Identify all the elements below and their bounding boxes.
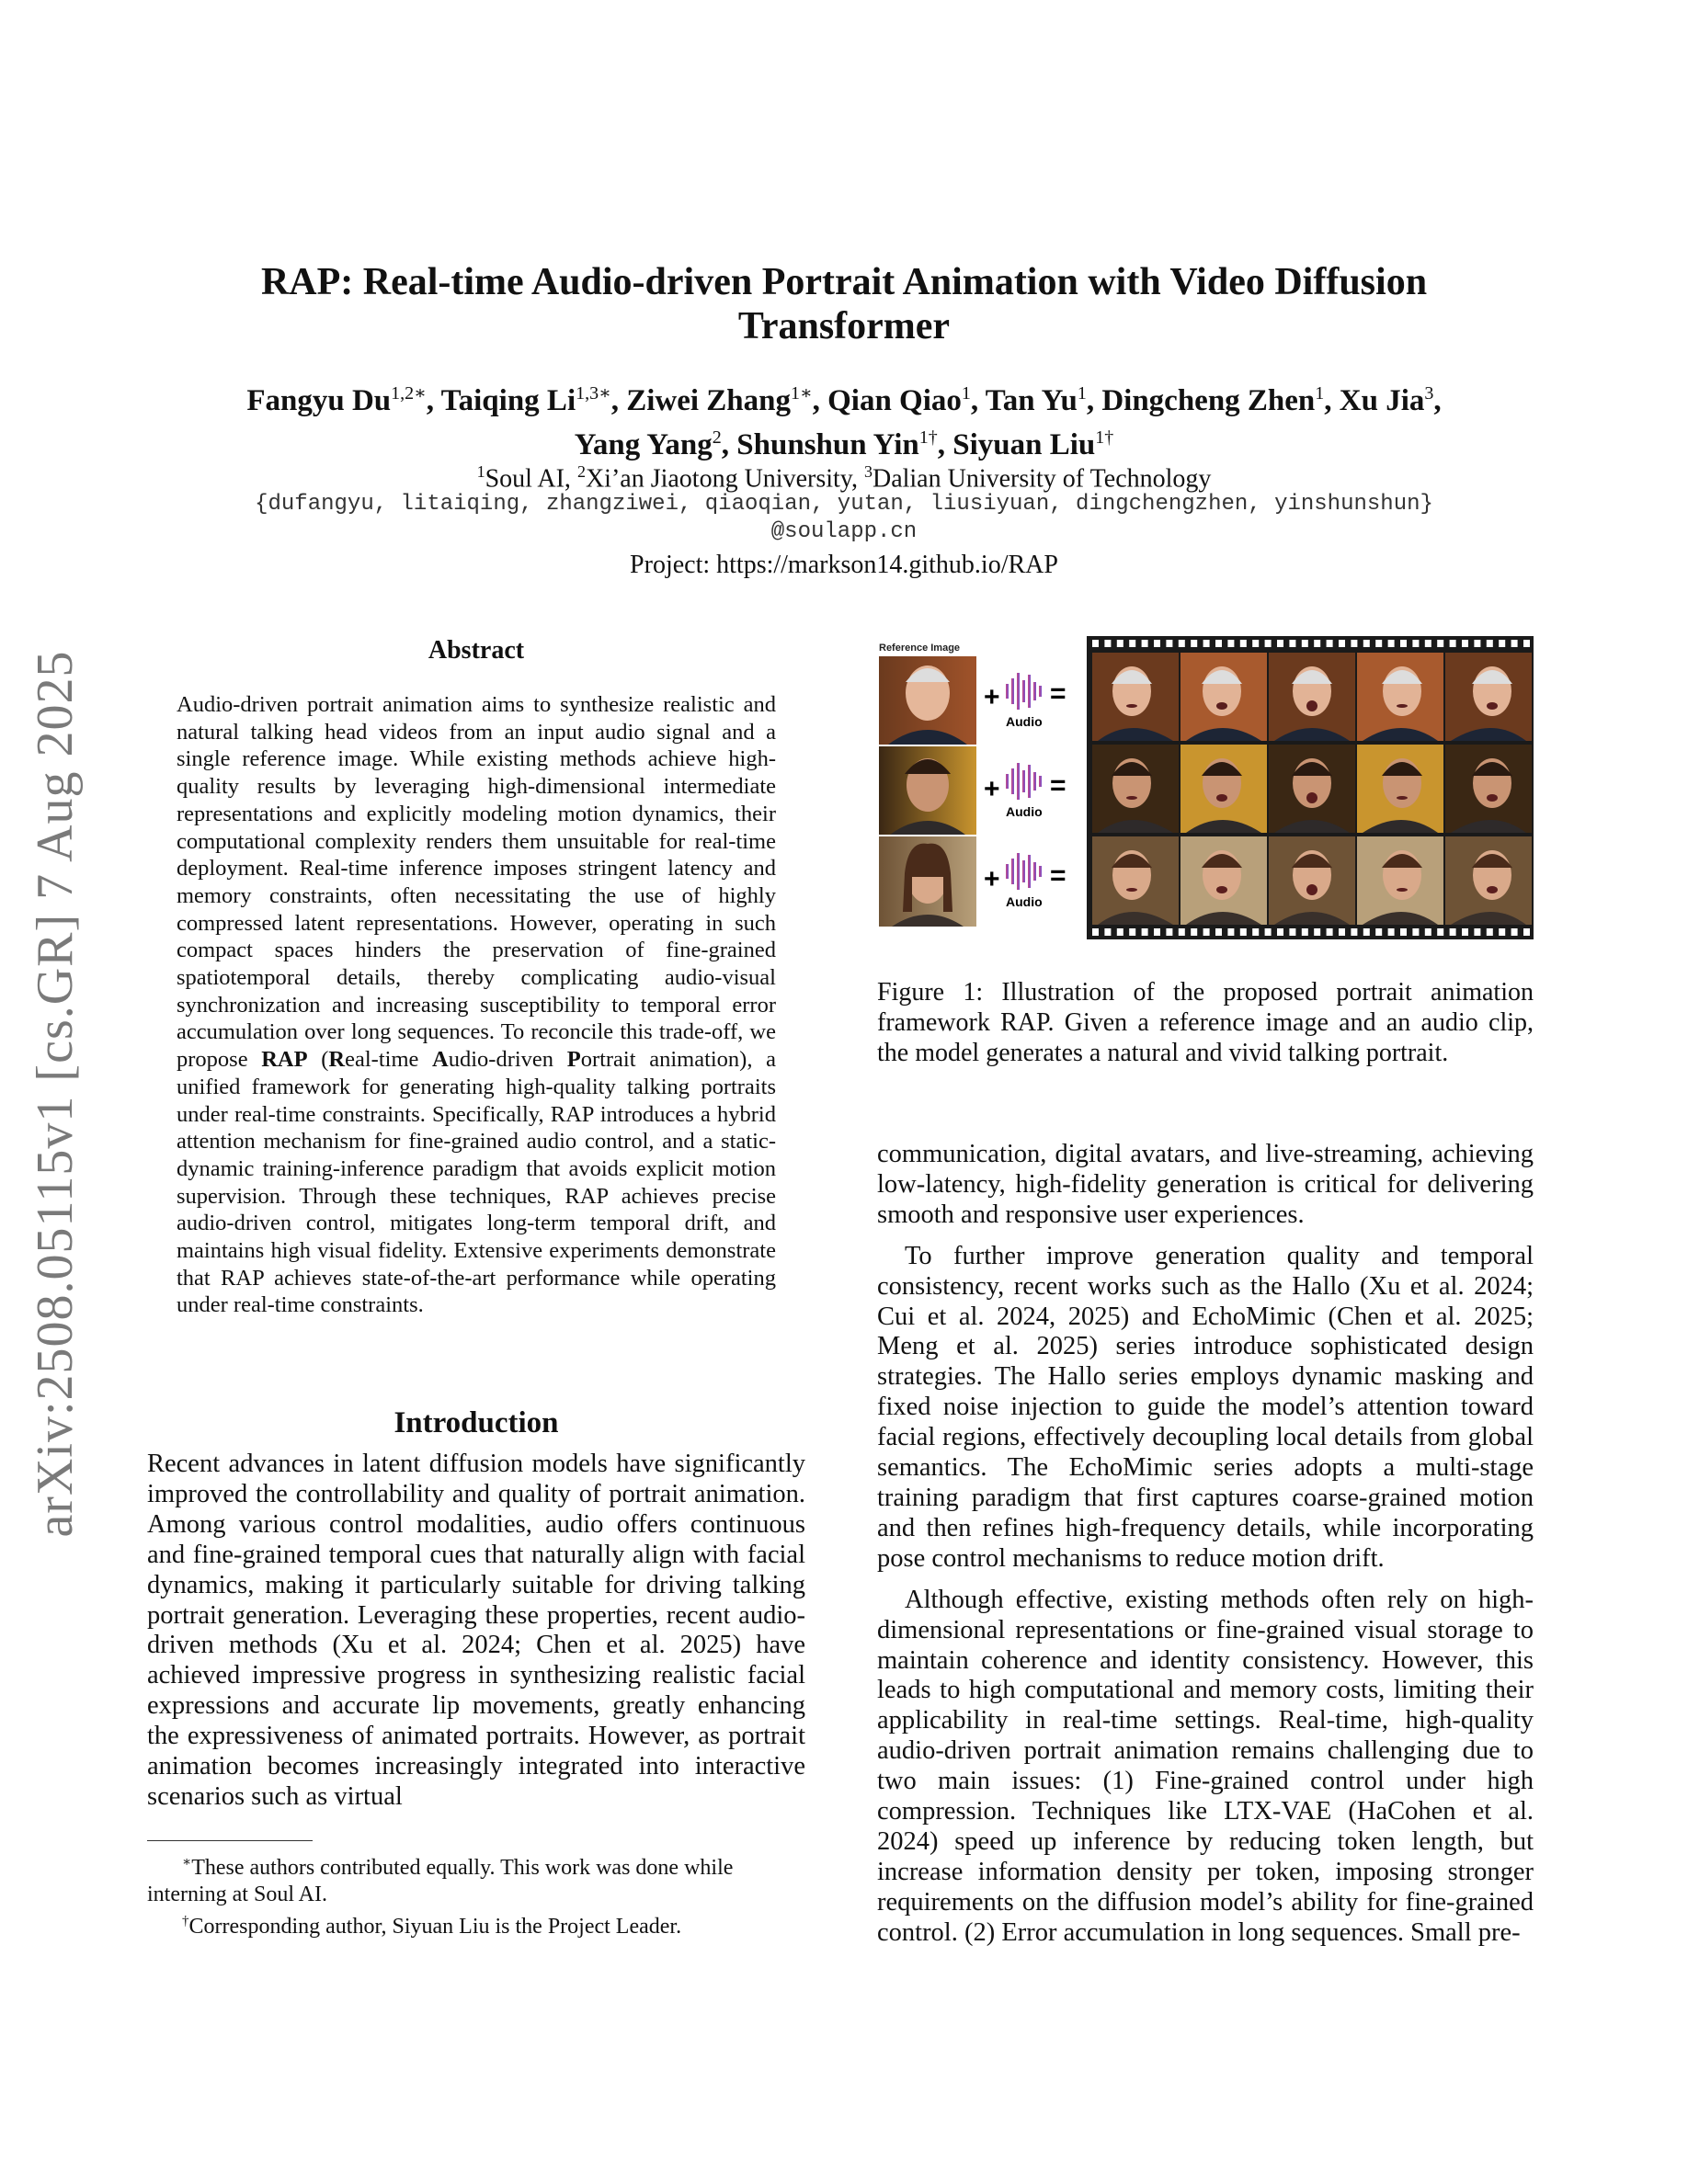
filmstrip-sprocket-hole [1511, 640, 1518, 647]
filmstrip-sprocket-hole [1425, 640, 1431, 647]
filmstrip-sprocket-hole [1092, 640, 1099, 647]
filmstrip-sprocket-hole [1277, 640, 1283, 647]
audio-label: Audio [1006, 894, 1043, 909]
filmstrip-sprocket-hole [1499, 640, 1505, 647]
filmstrip-sprocket-hole [1227, 640, 1234, 647]
generated-frame [1357, 653, 1443, 741]
audio-row-3 [984, 853, 1066, 909]
filmstrip-sprocket-hole [1302, 928, 1308, 936]
author-name: Qian Qiao [827, 384, 962, 417]
filmstrip-sprocket-hole [1523, 928, 1530, 936]
reference-image-3 [879, 836, 976, 927]
audio-label: Audio [1006, 804, 1043, 819]
author-emails [147, 491, 1541, 546]
intro-paragraph: Recent advances in latent diffusion models have significantly improved the controllability and quality of portrait animation. Among various control modalities, audio offers continuous and fine-grained temporal cues that naturally align with facial dynamics, making it particularly suitable for driving talking portrait generation. Leveraging these properties, recent audio-driven methods (Xu et al. 2024; Chen et al. 2025) have achieved impressive progress in synthesizing realistic facial expressions and accurate lip movements, greatly enhancing the expressiveness of animated portraits. However, as portrait animation becomes increasingly integrated into interactive scenarios such as virtual [147, 1450, 805, 1811]
author-name: Shunshun Yin [736, 428, 919, 461]
filmstrip-sprocket-hole [1129, 640, 1135, 647]
author-sup: 1,3∗ [576, 383, 611, 404]
emails-line-1: {dufangyu, litaiqing, zhangziwei, qiaoqian, yutan, liusiyuan, dingchengzhen, yinshunshun} [255, 492, 1433, 517]
filmstrip-sprocket-hole [1179, 928, 1185, 936]
affil-name: Dalian University of Technology [872, 464, 1212, 494]
abstract-letter-a: A [432, 1047, 449, 1073]
reference-image-2 [879, 746, 976, 835]
filmstrip-sprocket-hole [1227, 928, 1234, 936]
footnotes [147, 1849, 805, 1940]
filmstrip-sprocket-hole [1142, 928, 1148, 936]
filmstrip-sprocket-hole [1265, 640, 1272, 647]
author-sup: 1∗ [791, 383, 813, 404]
author-sup: 2 [712, 427, 722, 448]
generated-frame [1180, 653, 1267, 741]
author-name: Xu Jia [1339, 384, 1425, 417]
arxiv-identifier: arXiv:2508.05115v1 [cs.GR] 7 Aug 2025 [27, 650, 84, 1538]
abstract-text: eal-time [345, 1047, 433, 1073]
filmstrip-sprocket-hole [1474, 928, 1480, 936]
author-list: Fangyu $Du^{1,2∗}$, Taiqing $Li^{1,3∗}$, Ziwei Zhang$^{1∗}$, Qian Qiao$^1$, Tan Yu$^1$, Dingcheng Zhen$^1$, Xu Jia$^3$, Yang Yang$^2$, Shunshun Yin$^{1\dagger}$, Siyuan Liu$^{1\dagger}$ [246, 383, 1442, 461]
filmstrip-sprocket-hole [1339, 640, 1345, 647]
generated-frame [1092, 653, 1179, 741]
abstract-text: ( [307, 1047, 329, 1073]
generated-frame [1445, 653, 1532, 741]
filmstrip-sprocket-hole [1154, 928, 1160, 936]
affil-sup: 2 [576, 462, 586, 481]
intro-paragraph: communication, digital avatars, and live-streaming, achieving low-latency, high-fidelity generation is critical for delivering smooth and responsive user experiences. [877, 1140, 1534, 1229]
author-sup: 1 [1315, 383, 1325, 404]
author-name: Siyuan Liu [952, 428, 1096, 461]
filmstrip-sprocket-hole [1104, 928, 1111, 936]
filmstrip-sprocket-hole [1425, 928, 1431, 936]
filmstrip-sprocket-hole [1117, 928, 1123, 936]
filmstrip-sprocket-hole [1142, 640, 1148, 647]
filmstrip-sprocket-hole [1487, 928, 1493, 936]
generated-frame [1180, 836, 1267, 925]
footnote-1 [147, 1849, 805, 1908]
paper-title [165, 260, 1523, 348]
filmstrip-sprocket-hole [1265, 928, 1272, 936]
equals-sign: = [1050, 770, 1066, 801]
title-line-1: RAP: Real-time Audio-driven Portrait Animation with Video Diffusion [260, 261, 1428, 303]
filmstrip-sprocket-hole [1450, 928, 1456, 936]
filmstrip-sprocket-hole [1166, 928, 1172, 936]
filmstrip-sprocket-hole [1462, 928, 1468, 936]
footnote-text: These authors contributed equally. This work was done while interning at Soul AI. [147, 1856, 734, 1906]
figure-1 [877, 636, 1534, 949]
filmstrip-sprocket-hole [1351, 640, 1357, 647]
title-line-2: Transformer [737, 305, 951, 347]
author-name: Dingcheng Zhen [1101, 384, 1316, 417]
filmstrip-sprocket-hole [1302, 640, 1308, 647]
filmstrip-sprocket-hole [1400, 640, 1407, 647]
filmstrip-sprocket-hole [1203, 928, 1210, 936]
author-name: Tan Yu [985, 384, 1078, 417]
filmstrip-sprocket-hole [1129, 928, 1135, 936]
generated-frame [1180, 745, 1267, 833]
author-sup: 1† [1095, 427, 1114, 448]
filmstrip-sprocket-hole [1351, 928, 1357, 936]
introduction-body [147, 1450, 805, 1813]
filmstrip-sprocket-hole [1388, 928, 1395, 936]
abstract-heading: Abstract [428, 636, 525, 665]
filmstrip-sprocket-hole [1474, 640, 1480, 647]
filmstrip-sprocket-hole [1450, 640, 1456, 647]
introduction-heading: Introduction [393, 1406, 559, 1439]
generated-frame [1092, 745, 1179, 833]
filmstrip-sprocket-hole [1327, 640, 1333, 647]
filmstrip-sprocket-hole [1412, 928, 1419, 936]
author-sup: 3 [1424, 383, 1434, 404]
author-name: Fangyu Du [246, 384, 392, 417]
filmstrip-sprocket-hole [1363, 640, 1370, 647]
filmstrip-sprocket-hole [1203, 640, 1210, 647]
abstract-rap-bold: RAP [261, 1047, 308, 1073]
audio-wave-icon [1006, 853, 1042, 890]
footnote-mark: † [182, 1914, 189, 1928]
filmstrip-sprocket-hole [1314, 928, 1320, 936]
footnote-mark: ∗ [182, 1855, 192, 1870]
affil-name: Soul AI, [485, 464, 577, 494]
intro-paragraph: To further improve generation quality and temporal consistency, recent works such as the Hallo (Xu et al. 2024; Cui et al. 2024, 2025) and EchoMimic (Chen et al. 2025; Meng et al. 2025) series introduce sophisticated design strategies. The Hallo series employs dynamic masking and fixed noise injection to guide the model’s attention toward facial regions, effectively decoupling local details from global semantics. The EchoMimic series adopts a multi-stage training paradigm that first captures coarse-grained motion and then refines high-frequency details, while incorporating pose control mechanisms to reduce motion drift. [877, 1241, 1534, 1573]
affil-sup: 3 [863, 462, 873, 481]
abstract-letter-p: P [566, 1047, 581, 1073]
filmstrip-sprocket-hole [1375, 640, 1382, 647]
filmstrip-sprocket-hole [1437, 640, 1443, 647]
filmstrip-sprocket-hole [1191, 640, 1197, 647]
generated-frame [1092, 836, 1179, 925]
filmstrip-sprocket-hole [1104, 640, 1111, 647]
filmstrip-sprocket-hole [1215, 640, 1222, 647]
filmstrip-sprocket-hole [1252, 640, 1259, 647]
filmstrip-sprocket-hole [1412, 640, 1419, 647]
abstract-text: ortrait animation), a unified framework for generating high-quality talking portraits under real-time constraints. Specifically, RAP introduces a hybrid attention mechanism for fine-grained audio control, and a static-dynamic training-inference paradigm that avoids explicit motion supervision. Through these techniques, RAP achieves precise audio-driven control, mitigates long-term temporal drift, and maintains high visual fidelity. Extensive experiments demonstrate that RAP achieves state-of-the-art performance while operating under real-time constraints. [177, 1047, 776, 1318]
filmstrip-sprocket-hole [1154, 640, 1160, 647]
generated-frames-filmstrip [1087, 636, 1534, 939]
abstract-text: udio-driven [448, 1047, 567, 1073]
generated-frame [1445, 836, 1532, 925]
filmstrip-sprocket-hole [1400, 928, 1407, 936]
filmstrip-sprocket-hole [1388, 640, 1395, 647]
filmstrip-sprocket-hole [1191, 928, 1197, 936]
filmstrip-sprocket-hole [1339, 928, 1345, 936]
filmstrip-sprocket-hole [1289, 928, 1295, 936]
generated-frame [1269, 745, 1355, 833]
plus-sign: + [984, 682, 1000, 712]
filmstrip-sprocket-hole [1240, 928, 1247, 936]
project-link[interactable]: Project: https://markson14.github.io/RAP [630, 551, 1058, 579]
audio-wave-icon [1006, 673, 1042, 710]
right-column-body [877, 1140, 1534, 1960]
audio-label: Audio [1006, 714, 1043, 729]
equals-sign: = [1050, 678, 1066, 709]
reference-image-1 [879, 656, 976, 745]
filmstrip-sprocket-hole [1092, 928, 1099, 936]
audio-wave-icon [1006, 763, 1042, 800]
affil-name: Xi’an Jiaotong University, [585, 464, 864, 494]
filmstrip-sprocket-hole [1252, 928, 1259, 936]
emails-line-2: @soulapp.cn [770, 519, 918, 544]
figure-caption: Figure 1: Illustration of the proposed portrait animation framework RAP. Given a reference image and an audio clip, the model generates a natural and vivid talking portrait. [877, 978, 1534, 1067]
generated-frame [1445, 745, 1532, 833]
plus-sign: + [984, 864, 1000, 894]
reference-image-label: Reference Image [879, 643, 961, 654]
filmstrip-sprocket-hole [1511, 928, 1518, 936]
filmstrip-sprocket-hole [1462, 640, 1468, 647]
affiliations [165, 456, 1523, 495]
footnote-rule [147, 1840, 313, 1841]
filmstrip-sprocket-hole [1166, 640, 1172, 647]
audio-row-1 [984, 673, 1066, 729]
generated-frame [1269, 836, 1355, 925]
filmstrip-sprocket-hole [1277, 928, 1283, 936]
filmstrip-sprocket-hole [1240, 640, 1247, 647]
author-name: Yang Yang [574, 428, 713, 461]
author-sup: 1† [918, 427, 938, 448]
abstract-text: Audio-driven portrait animation aims to synthesize realistic and natural talking head videos from an input audio signal and a single reference image. While existing methods achieve high-quality results by leveraging high-dimensional intermediate representations and explicitly modeling motion dynamics, their computational complexity renders them unsuitable for real-time deployment. Real-time inference imposes stringent latency and memory constraints, often necessitating the use of highly compressed latent representations. However, operating in such compact spaces hinders the preservation of fine-grained spatiotemporal details, thereby complicating audio-visual synchronization and increasing susceptibility to temporal error accumulation over long sequences. To reconcile this trade-off, we propose [177, 692, 776, 1073]
filmstrip-sprocket-hole [1487, 640, 1493, 647]
generated-frame [1269, 653, 1355, 741]
intro-paragraph: Although effective, existing methods often rely on high-dimensional representations or fine-grained visual storage to maintain coherence and identity consistency. However, this leads to high computational and memory costs, limiting their applicability in real-time settings. Real-time, high-quality audio-driven portrait animation remains challenging due to two main issues: (1) Fine-grained control under high compression. Techniques like LTX-VAE (HaCohen et al. 2024) speed up inference by reducing token length, but increase information density per token, imposing stronger requirements on the diffusion model’s ability for fine-grained control. (2) Error accumulation in long sequences. Small pre- [877, 1585, 1534, 1947]
filmstrip-sprocket-hole [1215, 928, 1222, 936]
author-sup: 1 [961, 383, 971, 404]
filmstrip-sprocket-hole [1523, 640, 1530, 647]
generated-frame [1357, 745, 1443, 833]
author-sup: 1 [1077, 383, 1087, 404]
figure-illustration [877, 636, 1534, 949]
filmstrip-sprocket-hole [1314, 640, 1320, 647]
filmstrip-sprocket-hole [1327, 928, 1333, 936]
filmstrip-sprocket-hole [1117, 640, 1123, 647]
filmstrip-sprocket-hole [1289, 640, 1295, 647]
footnote-text: Corresponding author, Siyuan Liu is the Project Leader. [188, 1915, 682, 1939]
filmstrip-sprocket-hole [1375, 928, 1382, 936]
abstract-body [177, 691, 776, 1319]
abstract-letter-r: R [328, 1047, 346, 1073]
author-sup: 1,2∗ [391, 383, 427, 404]
footnote-2 [147, 1908, 805, 1940]
affil-sup: 1 [476, 462, 485, 481]
plus-sign: + [984, 774, 1000, 804]
audio-row-2 [984, 763, 1066, 819]
filmstrip-sprocket-hole [1363, 928, 1370, 936]
filmstrip-sprocket-hole [1437, 928, 1443, 936]
author-name: Ziwei Zhang [626, 384, 792, 417]
equals-sign: = [1050, 860, 1066, 891]
filmstrip-sprocket-hole [1499, 928, 1505, 936]
filmstrip-sprocket-hole [1179, 640, 1185, 647]
generated-frame [1357, 836, 1443, 925]
author-name: Taiqing Li [440, 384, 576, 417]
